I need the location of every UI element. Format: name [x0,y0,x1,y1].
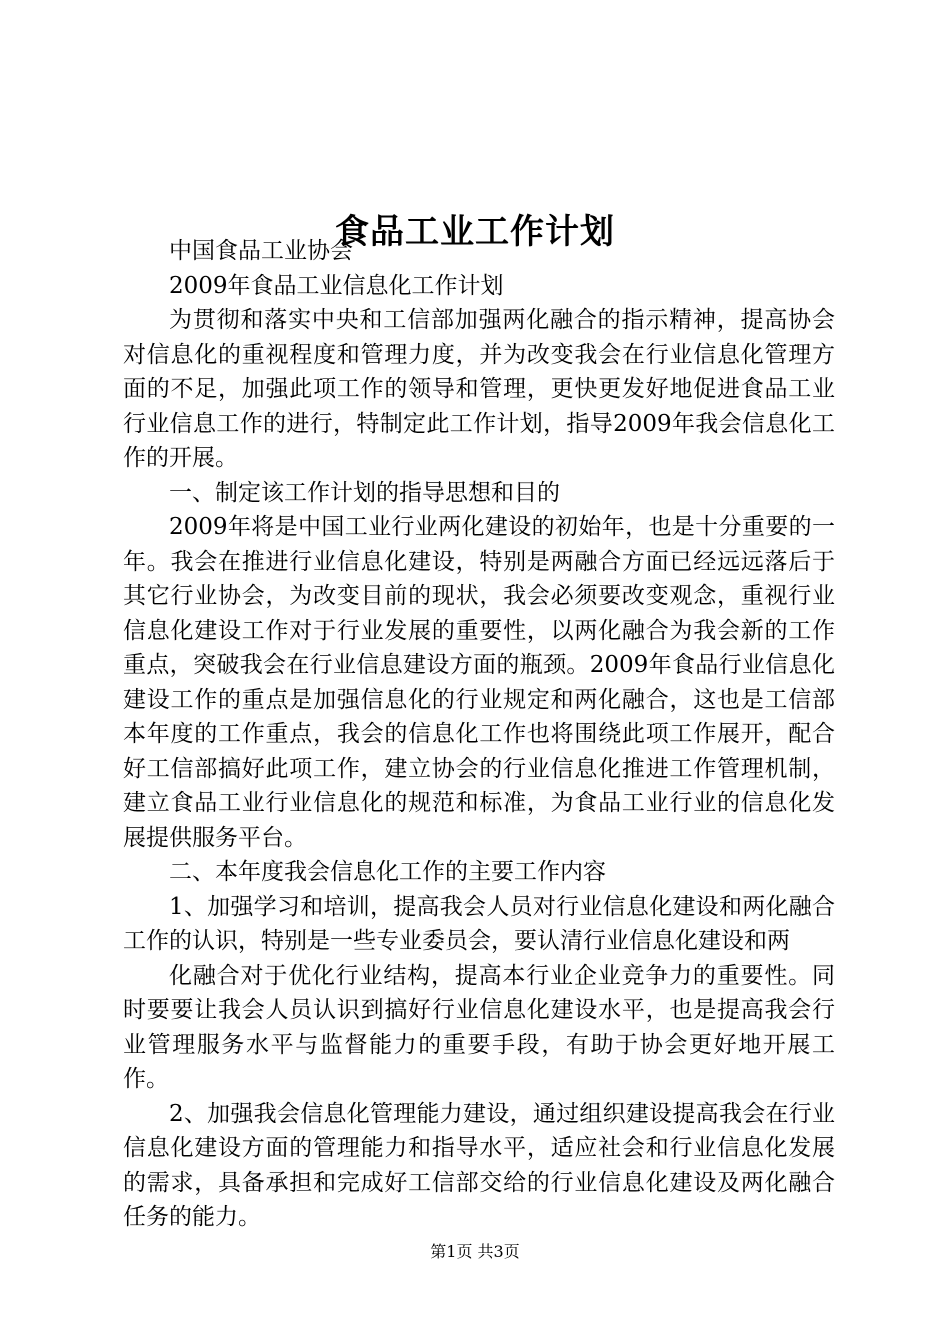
page-title: 食品工业工作计划 [335,211,615,252]
plan-subtitle: 2009年食品工业信息化工作计划 [169,272,504,299]
page-number-footer: 第1页 共3页 [430,1242,520,1261]
intro-paragraph: 为贯彻和落实中央和工信部加强两化融合的指示精神，提高协会对信息化的重视程度和管理力度，并为改变我会在行业信息化管理方面的不足，加强此项工作的领导和管理，更快更发好地促进食品工业行业信息工作的进行，特制定此工作计划，指导2009年我会信息化工作的开展。 [123,307,835,471]
organization-name: 中国食品工业协会 [169,238,353,264]
section-heading-2: 二、本年度我会信息化工作的主要工作内容 [169,859,606,885]
section-1-paragraph: 2009年将是中国工业行业两化建设的初始年，也是十分重要的一年。我会在推进行业信息化建设，特别是两融合方面已经远远落后于其它行业协会，为改变目前的现状，我会必须要改变观念，重视行业信息化建设工作对于行业发展的重要性，以两化融合为我会新的工作重点，突破我会在行业信息建设方面的瓶颈。2009年食品行业信息化建设工作的重点是加强信息化的行业规定和两化融合，这也是工信部本年度的工作重点，我会的信息化工作也将围绕此项工作展开，配合好工信部搞好此项工作，建立协会的行业信息化推进工作管理机制，建立食品工业行业信息化的规范和标准，为食品工业行业的信息化发展提供服务平台。 [123,514,835,851]
document-body [123,234,835,1235]
section-heading-1: 一、制定该工作计划的指导思想和目的 [169,479,560,506]
item-1-continuation-paragraph: 化融合对于优化行业结构，提高本行业企业竞争力的重要性。同时要要让我会人员认识到搞好行业信息化建设水平，也是提高我会行业管理服务水平与监督能力的重要手段，有助于协会更好地开展工作。 [123,962,835,1092]
item-2-paragraph: 2、加强我会信息化管理能力建设，通过组织建设提高我会在行业信息化建设方面的管理能力和指导水平，适应社会和行业信息化发展的需求，具备承担和完成好工信部交给的行业信息化建设及两化融合任务的能力。 [123,1100,835,1230]
item-1-paragraph: 1、加强学习和培训，提高我会人员对行业信息化建设和两化融合工作的认识，特别是一些专业委员会，要认清行业信息化建设和两 [123,893,835,954]
